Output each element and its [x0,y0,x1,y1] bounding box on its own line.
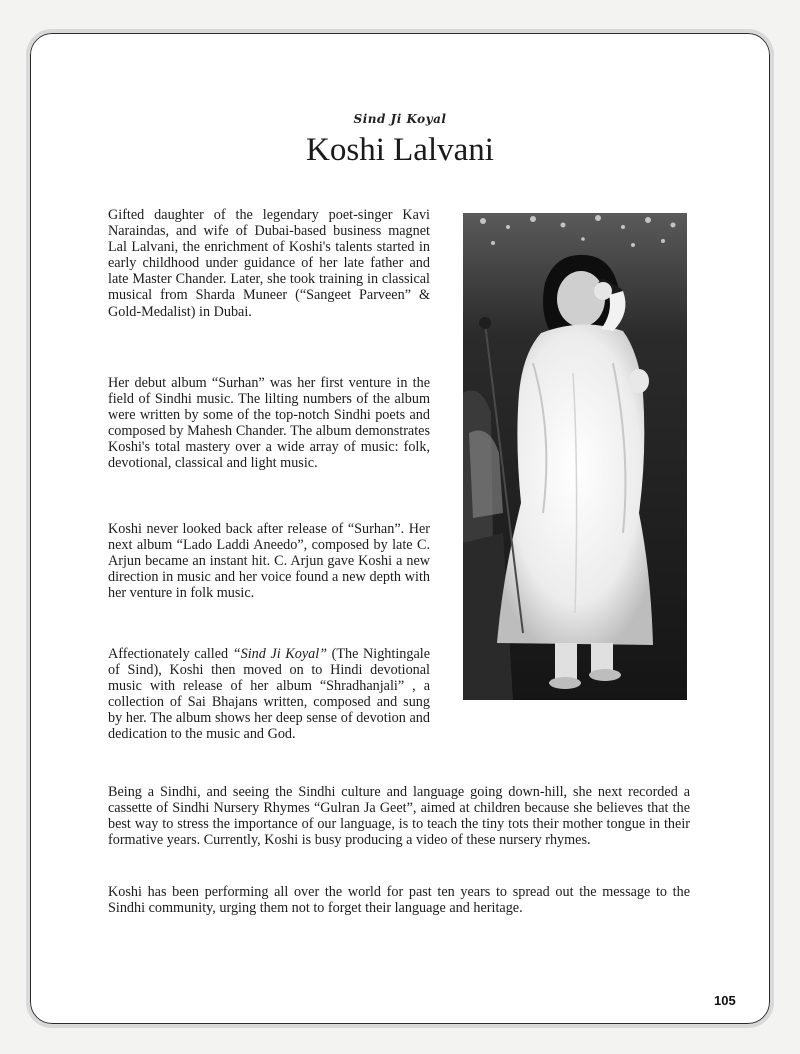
paragraph-nightingale-part-b: (The Nightingale of Sind), Koshi then moved on to Hindi devotional music with release of her album “Shradhanjali” , a collection of Sai Bhajans written, composed and sung by her. The album shows her deep sense of devotion and dedication to the music and God. [108,646,431,743]
paragraph-intro: Gifted daughter of the legendary poet-singer Kavi Naraindas, and wife of Dubai-based business magnet Lal Lalvani, the enrichment of Koshi's talents started in early childhood under guidance of her late father and late Master Chander. Later, she took training in classical musical from Sharda Muneer (“Sangeet Parveen” & Gold-Medalist) in Dubai. [108,207,430,320]
paragraph-debut-album: Her debut album “Surhan” was her first venture in the field of Sindhi music. The lilting numbers of the album were written by some of the top-notch Sindhi poets and composed by Mahesh Chander. The album demonstrates Koshi's total mastery over a wide array of music: folk, devotional, classical and light music. [108,375,430,472]
paragraph-next-album: Koshi never looked back after release of “Surhan”. Her next album “Lado Laddi Aneedo”, composed by late C. Arjun became an instant hit. C. Arjun gave Koshi a new direction in music and her voice found a new depth with her venture in folk music. [108,521,430,602]
paragraph-nightingale-part-a: Affectionately called [108,646,233,662]
paragraph-performing: Koshi has been performing all over the world for past ten years to spread out the message to the Sindhi community, urging them not to forget their language and heritage. [108,884,690,917]
paragraph-nursery-rhymes: Being a Sindhi, and seeing the Sindhi culture and language going down-hill, she next recorded a cassette of Sindhi Nursery Rhymes “Gulran Ja Geet”, aimed at children because she believes that the best way to stress the importance of our language, is to teach the tiny tots their mother tongue in their formative years. Currently, Koshi is busy producing a video of these nursery rhymes. [108,784,690,849]
page-title: Koshi Lalvani [306,132,494,168]
paragraph-nightingale-italic: “Sind Ji Koyal” [232,646,328,662]
section-kicker: Sind Ji Koyal [353,112,447,126]
page-number: 105 [714,993,736,1008]
paragraph-nightingale [108,646,430,743]
singer-photo [463,213,687,700]
